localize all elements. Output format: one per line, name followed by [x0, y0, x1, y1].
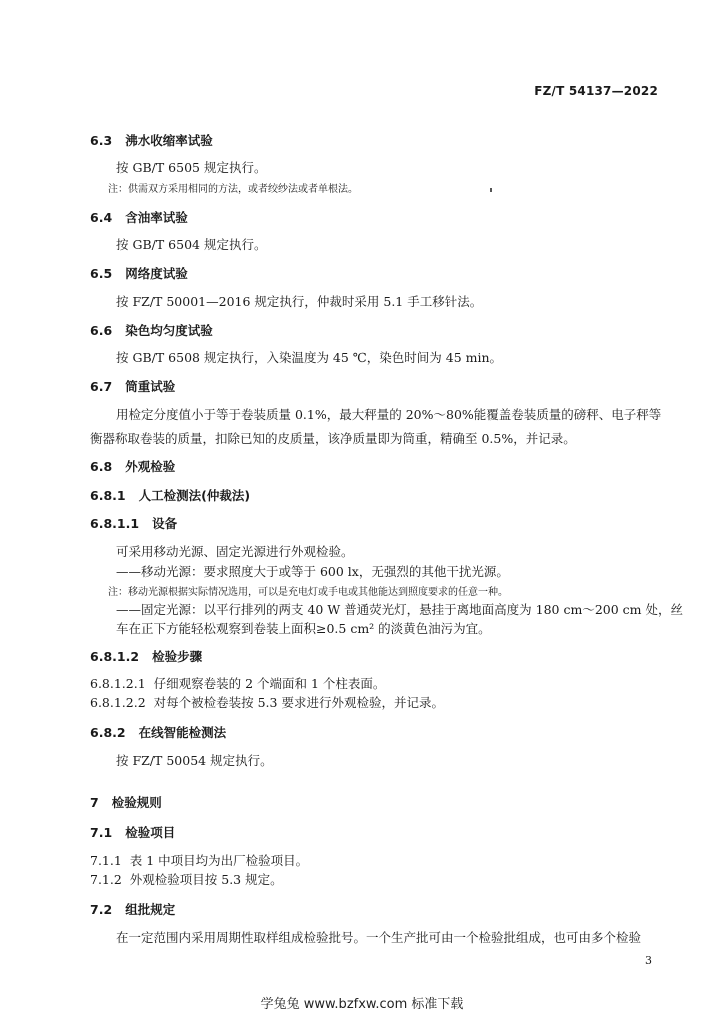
section-title: 组批规定	[125, 902, 176, 917]
section-title: 人工检测法(仲裁法)	[138, 488, 251, 503]
section-6-8-1-1-line-1: 可采用移动光源、固定光源进行外观检验。	[116, 544, 354, 559]
section-number: 6.8	[90, 459, 113, 474]
section-6-8-1-1-line-3: ——固定光源：以平行排列的两支 40 W 普通荧光灯，悬挂于离地面高度为 180 cm～200 cm 处，丝	[116, 602, 683, 617]
section-6-4-body: 按 GB/T 6504 规定执行。	[116, 237, 267, 252]
section-6-8-1-heading	[90, 486, 250, 504]
section-number: 6.3	[90, 133, 113, 148]
section-6-8-1-2-1	[90, 674, 385, 692]
clause-number: 6.8.1.2.1	[90, 676, 146, 691]
section-6-7-heading	[90, 377, 175, 395]
section-6-8-1-1-line-4: 车在正下方能轻松观察到卷装上面积≥0.5 cm² 的淡黄色油污为宜。	[116, 621, 491, 636]
section-number: 6.8.1	[90, 488, 126, 503]
section-title: 染色均匀度试验	[125, 323, 213, 338]
section-7-2-body: 在一定范围内采用周期性取样组成检验批号。一个生产批可由一个检验批组成，也可由多个检验	[116, 930, 642, 945]
page-number: 3	[645, 954, 652, 967]
section-6-8-1-2-2	[90, 693, 444, 711]
clause-number: 7.1.1	[90, 853, 122, 868]
section-title: 筒重试验	[125, 379, 176, 394]
section-title: 在线智能检测法	[138, 725, 227, 740]
section-number: 6.4	[90, 210, 113, 225]
section-title: 检验规则	[111, 795, 162, 810]
section-6-8-1-2-heading	[90, 647, 202, 665]
section-6-8-heading	[90, 457, 175, 475]
section-number: 6.8.1.2	[90, 649, 140, 664]
section-6-8-2-body: 按 FZ/T 50054 规定执行。	[116, 753, 273, 768]
section-number: 7.2	[90, 902, 113, 917]
section-6-6-body: 按 GB/T 6508 规定执行，入染温度为 45 ℃，染色时间为 45 min。	[116, 350, 503, 365]
clause-text: 对每个被检卷装按 5.3 要求进行外观检验，并记录。	[153, 695, 444, 710]
section-6-3-body: 按 GB/T 6505 规定执行。	[116, 160, 267, 175]
section-title: 检验步骤	[152, 649, 203, 664]
section-7-1-heading	[90, 823, 175, 841]
section-number: 6.6	[90, 323, 113, 338]
section-6-7-body-line-2: 衡器称取卷装的质量，扣除已知的皮质量，该净质量即为筒重，精确至 0.5%，并记录。	[90, 431, 576, 446]
clause-text: 仔细观察卷装的 2 个端面和 1 个柱表面。	[153, 676, 386, 691]
clause-text: 表 1 中项目均为出厂检验项目。	[129, 853, 309, 868]
section-6-8-2-heading	[90, 723, 226, 741]
standard-code: FZ/T 54137—2022	[534, 84, 658, 98]
section-number: 7.1	[90, 825, 113, 840]
section-title: 外观检验	[125, 459, 176, 474]
section-title: 含油率试验	[125, 210, 188, 225]
section-title: 网络度试验	[125, 266, 188, 281]
section-6-7-body-line-1: 用检定分度值小于等于卷装质量 0.1%，最大秤量的 20%～80%能覆盖卷装质量的磅秤、电子秤等	[116, 407, 662, 422]
clause-number: 7.1.2	[90, 872, 122, 887]
section-7-1-2	[90, 870, 283, 888]
section-6-4-heading	[90, 208, 188, 226]
section-number: 7	[90, 795, 99, 810]
scan-speck	[490, 188, 492, 192]
section-6-5-body: 按 FZ/T 50001—2016 规定执行，仲裁时采用 5.1 手工移针法。	[116, 294, 483, 309]
section-7-2-heading	[90, 900, 175, 918]
footer-watermark: 学兔兔 www.bzfxw.com 标准下载	[260, 997, 464, 1012]
section-6-5-heading	[90, 264, 188, 282]
section-title: 设备	[152, 516, 178, 531]
section-number: 6.8.2	[90, 725, 126, 740]
section-7-1-1	[90, 851, 308, 869]
clause-text: 外观检验项目按 5.3 规定。	[129, 872, 283, 887]
section-6-8-1-1-heading	[90, 514, 177, 532]
section-6-3-heading	[90, 131, 213, 149]
section-number: 6.5	[90, 266, 113, 281]
section-title: 检验项目	[125, 825, 176, 840]
section-number: 6.8.1.1	[90, 516, 140, 531]
clause-number: 6.8.1.2.2	[90, 695, 146, 710]
section-6-8-1-1-line-2: ——移动光源：要求照度大于或等于 600 lx，无强烈的其他干扰光源。	[116, 564, 509, 579]
section-7-heading	[90, 793, 162, 811]
section-6-6-heading	[90, 321, 213, 339]
section-title: 沸水收缩率试验	[125, 133, 213, 148]
section-6-3-note: 注：供需双方采用相同的方法，或者绞纱法或者单根法。	[108, 184, 358, 195]
section-6-8-1-1-note: 注：移动光源根据实际情况选用，可以是充电灯或手电或其他能达到照度要求的任意一种。	[108, 587, 508, 598]
section-number: 6.7	[90, 379, 113, 394]
